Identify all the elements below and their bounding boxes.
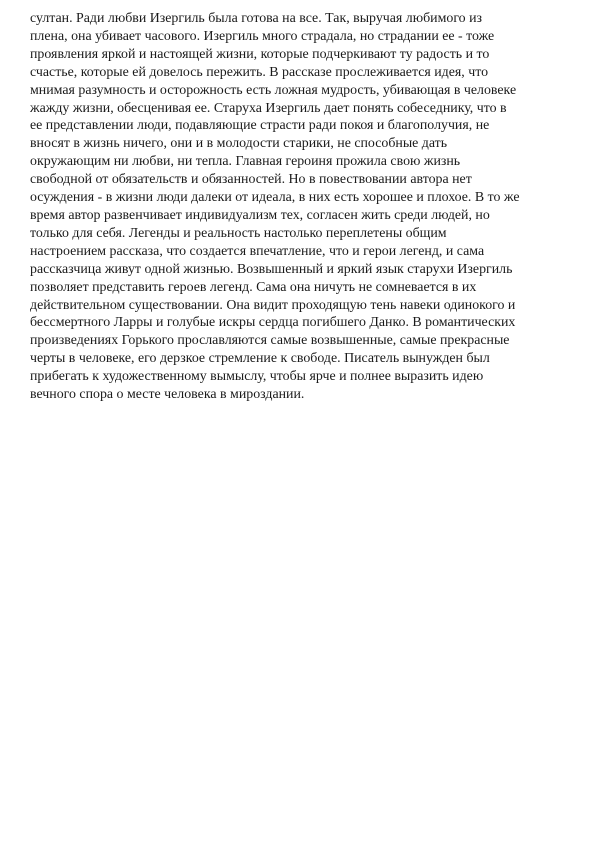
text-line: действительном существовании. Она видит проходящую тень навеки одинокого и: [30, 297, 516, 313]
text-line: вечного спора о месте человека в мироздании.: [30, 387, 305, 403]
text-line: время автор развенчивает индивидуализм тех, согласен жить среди людей, но: [30, 207, 490, 223]
text-line: настроением рассказа, что создается впечатление, что и герои легенд, и сама: [30, 243, 485, 259]
text-line: окружающим ни любви, ни тепла. Главная героиня прожила свою жизнь: [30, 154, 461, 170]
text-line: бессмертного Ларры и голубые искры сердца погибшего Данко. В романтических: [30, 315, 516, 331]
text-line: ее представлении люди, подавляющие страсти ради покоя и благополучия, не: [30, 118, 490, 134]
text-line: прибегать к художественному вымыслу, чтобы ярче и полнее выразить идею: [30, 369, 484, 385]
text-line: рассказчица живут одной жизнью. Возвышенный и яркий язык старухи Изергиль: [30, 261, 513, 277]
text-line: султан. Ради любви Изергиль была готова на все. Так, выручая любимого из: [30, 11, 483, 26]
text-line: счастье, которые ей довелось пережить. В рассказе прослеживается идея, что: [30, 64, 489, 80]
text-line: осуждения - в жизни люди далеки от идеала, в них есть хорошее и плохое. В то же: [30, 190, 520, 206]
text-line: только для себя. Легенды и реальность настолько переплетены общим: [30, 225, 447, 241]
text-line: проявления яркой и настоящей жизни, которые подчеркивают ту радость и то: [30, 46, 490, 62]
text-line: произведениях Горького прославляются самые возвышенные, самые прекрасные: [30, 333, 510, 349]
text-line: вносят в жизнь ничего, они и в молодости старики, не способные дать: [30, 136, 448, 152]
body-text: [30, 10, 570, 404]
text-line: плена, она убивает часового. Изергиль много страдала, но страдании ее - тоже: [30, 28, 495, 44]
text-line: позволяет представить героев легенд. Сама она ничуть не сомневается в их: [30, 279, 477, 295]
text-line: жажду жизни, обесценивая ее. Старуха Изергиль дает понять собеседнику, что в: [30, 100, 507, 116]
text-line: мнимая разумность и осторожность есть ложная мудрость, убивающая в человеке: [30, 82, 517, 98]
text-line: черты в человеке, его дерзкое стремление к свободе. Писатель вынужден был: [30, 351, 490, 367]
text-line: свободной от обязательств и обязанностей. Но в повествовании автора нет: [30, 172, 472, 188]
